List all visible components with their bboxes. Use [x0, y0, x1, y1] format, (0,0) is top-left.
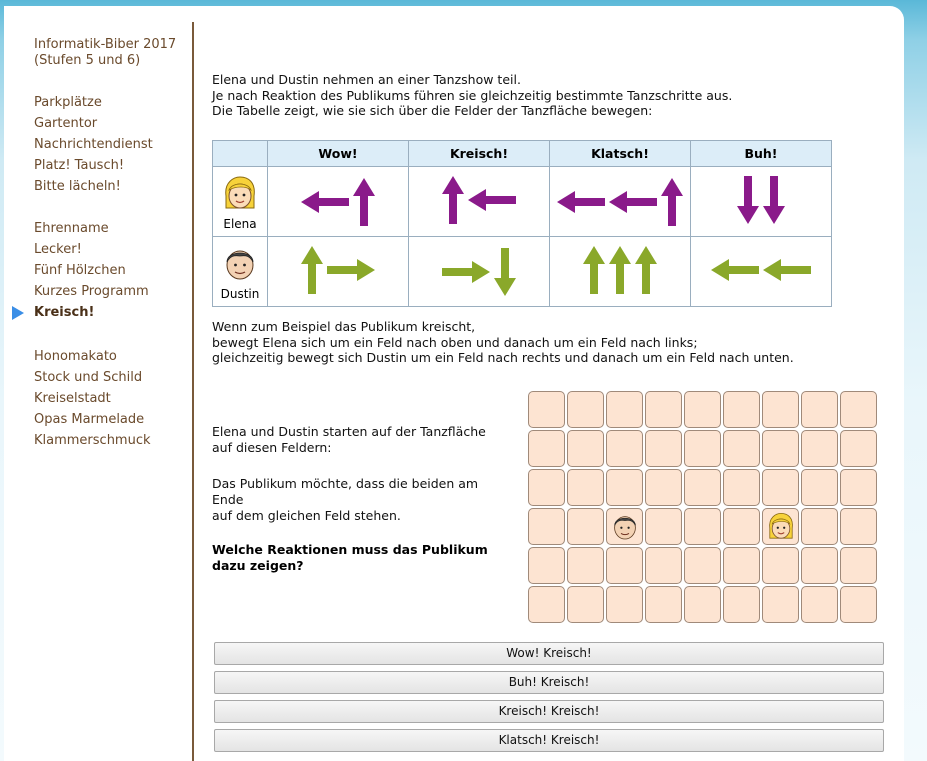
- floor-tile: [606, 547, 643, 584]
- nav-item-fuenf-hoelzchen[interactable]: Fünf Hölzchen: [34, 263, 126, 278]
- dustin-face-icon: [220, 244, 260, 284]
- floor-tile: [645, 547, 682, 584]
- elena-face-icon: [765, 511, 797, 543]
- arrow-up-icon: [583, 246, 605, 294]
- nav-item-kreisch[interactable]: [34, 302, 149, 323]
- nav-item-bitte-laecheln[interactable]: Bitte lächeln!: [34, 179, 121, 194]
- arrow-right-icon: [442, 261, 490, 283]
- intro-line3: Die Tabelle zeigt, wie sie sich über die Felder der Tanzfläche bewegen:: [212, 103, 653, 118]
- arrow-down-icon: [494, 248, 516, 296]
- elena-kreisch-moves: [409, 167, 550, 237]
- floor-tile: [567, 430, 604, 467]
- floor-tile: [840, 469, 877, 506]
- floor-tile: [762, 586, 799, 623]
- answer-option-2[interactable]: Buh! Kreisch!: [214, 671, 884, 694]
- floor-tile: [528, 430, 565, 467]
- nav-item-lecker[interactable]: Lecker!: [34, 242, 82, 257]
- arrow-up-icon: [301, 246, 323, 294]
- floor-tile: [723, 430, 760, 467]
- floor-tile: [567, 508, 604, 545]
- dustin-wow-moves: [268, 237, 409, 307]
- sidebar: [4, 6, 192, 538]
- goal-line1: Das Publikum möchte, dass die beiden am: [212, 476, 479, 491]
- example-line1: Wenn zum Beispiel das Publikum kreischt,: [212, 319, 476, 334]
- floor-tile: [606, 430, 643, 467]
- page-panel: [4, 6, 904, 761]
- floor-tile: [684, 547, 721, 584]
- table-row-dustin: [213, 237, 832, 307]
- floor-tile: [684, 391, 721, 428]
- elena-label: Elena: [223, 217, 257, 231]
- example-text: [212, 319, 794, 366]
- floor-tile: [801, 391, 838, 428]
- floor-tile: [645, 391, 682, 428]
- floor-tile: [528, 508, 565, 545]
- dustin-kreisch-moves: [409, 237, 550, 307]
- floor-tile: [606, 469, 643, 506]
- floor-tile: [723, 469, 760, 506]
- nav-item-honomakato[interactable]: Honomakato: [34, 349, 117, 364]
- question-text: [212, 542, 488, 574]
- floor-tile: [762, 469, 799, 506]
- arrow-down-icon: [737, 176, 759, 224]
- floor-tile: [606, 391, 643, 428]
- dance-moves-table: [212, 140, 832, 307]
- intro-text: [212, 72, 732, 119]
- nav-item-klammerschmuck[interactable]: Klammerschmuck: [34, 433, 151, 448]
- floor-tile: [723, 391, 760, 428]
- arrow-left-icon: [301, 191, 349, 213]
- arrow-up-icon: [353, 178, 375, 226]
- floor-tile: [528, 469, 565, 506]
- nav-item-kurzes-programm[interactable]: Kurzes Programm: [34, 284, 149, 299]
- contest-title-line2: (Stufen 5 und 6): [34, 53, 141, 68]
- floor-tile: [684, 469, 721, 506]
- nav-item-gartentor[interactable]: Gartentor: [34, 116, 98, 131]
- arrow-left-icon: [468, 189, 516, 211]
- nav-item-parkplaetze[interactable]: Parkplätze: [34, 95, 102, 110]
- dustin-label: Dustin: [220, 287, 260, 301]
- arrow-up-icon: [661, 178, 683, 226]
- dustin-cell: [213, 237, 268, 307]
- answer-option-1[interactable]: Wow! Kreisch!: [214, 642, 884, 665]
- floor-tile: [840, 586, 877, 623]
- floor-tile: [567, 586, 604, 623]
- example-line3: gleichzeitig bewegt sich Dustin um ein Feld nach rechts und danach um ein Feld nach unten.: [212, 350, 794, 365]
- header-kreisch: Kreisch!: [409, 141, 550, 167]
- floor-tile: [801, 430, 838, 467]
- dustin-face-icon: [609, 511, 641, 543]
- floor-tile: [840, 508, 877, 545]
- nav-group-1: [34, 92, 153, 197]
- floor-tile: [801, 586, 838, 623]
- floor-tile-dustin: [606, 508, 643, 545]
- floor-tile: [723, 508, 760, 545]
- floor-tile: [645, 430, 682, 467]
- nav-group-2: [34, 218, 149, 323]
- floor-tile: [567, 547, 604, 584]
- arrow-left-icon: [711, 259, 759, 281]
- example-line2: bewegt Elena sich um ein Feld nach oben und danach um ein Feld nach links;: [212, 334, 698, 350]
- arrow-up-icon: [635, 246, 657, 294]
- nav-item-platz-tausch[interactable]: Platz! Tausch!: [34, 158, 125, 173]
- nav-item-ehrenname[interactable]: Ehrenname: [34, 221, 109, 236]
- intro-line2: Je nach Reaktion des Publikums führen sie gleichzeitig bestimmte Tanzschritte aus.: [212, 87, 733, 103]
- arrow-left-icon: [763, 259, 811, 281]
- intro-line1: Elena und Dustin nehmen an einer Tanzshow teil.: [212, 72, 521, 87]
- nav-item-opas-marmelade[interactable]: Opas Marmelade: [34, 412, 145, 427]
- answer-option-4[interactable]: Klatsch! Kreisch!: [214, 729, 884, 752]
- question-line2: dazu zeigen?: [212, 558, 304, 573]
- floor-tile: [801, 469, 838, 506]
- floor-tile: [567, 469, 604, 506]
- contest-title-line1: Informatik-Biber 2017: [34, 37, 177, 52]
- floor-tile: [762, 430, 799, 467]
- floor-tile: [801, 508, 838, 545]
- floor-tile: [645, 469, 682, 506]
- floor-tile: [762, 547, 799, 584]
- goal-line2: Ende: [212, 492, 244, 507]
- header-buh: Buh!: [691, 141, 832, 167]
- floor-tile: [528, 586, 565, 623]
- floor-tile: [723, 547, 760, 584]
- dance-floor-grid: [528, 391, 877, 623]
- goal-text: [212, 476, 478, 524]
- elena-cell: [213, 167, 268, 237]
- arrow-up-icon: [442, 176, 464, 224]
- floor-tile: [528, 391, 565, 428]
- floor-tile: [840, 430, 877, 467]
- elena-face-icon: [220, 174, 260, 214]
- floor-tile: [840, 547, 877, 584]
- floor-tile: [528, 547, 565, 584]
- floor-tile: [723, 586, 760, 623]
- arrow-down-icon: [763, 176, 785, 224]
- elena-avatar: [220, 203, 260, 217]
- goal-line3: auf dem gleichen Feld stehen.: [212, 508, 401, 523]
- elena-wow-moves: [268, 167, 409, 237]
- arrow-left-icon: [557, 191, 605, 213]
- nav-item-kreisch-label: Kreisch!: [34, 305, 95, 320]
- floor-tile: [645, 586, 682, 623]
- floor-tile: [801, 547, 838, 584]
- dustin-avatar: [220, 273, 260, 287]
- floor-tile: [684, 586, 721, 623]
- start-text: [212, 424, 486, 456]
- arrow-up-icon: [609, 246, 631, 294]
- floor-tile: [684, 430, 721, 467]
- dustin-buh-moves: [691, 237, 832, 307]
- elena-buh-moves: [691, 167, 832, 237]
- table-corner: [213, 141, 268, 167]
- header-klatsch: Klatsch!: [550, 141, 691, 167]
- active-item-arrow-icon: [12, 306, 24, 320]
- nav-item-nachrichtendienst[interactable]: Nachrichtendienst: [34, 137, 153, 152]
- nav-item-kreiselstadt[interactable]: Kreiselstadt: [34, 391, 111, 406]
- start-line2: auf diesen Feldern:: [212, 440, 332, 455]
- elena-klatsch-moves: [550, 167, 691, 237]
- answer-option-3[interactable]: Kreisch! Kreisch!: [214, 700, 884, 723]
- contest-title: [34, 37, 176, 69]
- table-row-elena: [213, 167, 832, 237]
- floor-tile: [567, 391, 604, 428]
- arrow-left-icon: [609, 191, 657, 213]
- start-line1: Elena und Dustin starten auf der Tanzfläche: [212, 424, 486, 439]
- floor-tile: [684, 508, 721, 545]
- dustin-klatsch-moves: [550, 237, 691, 307]
- sidebar-divider: [192, 22, 194, 761]
- nav-item-stock-und-schild[interactable]: Stock und Schild: [34, 370, 143, 385]
- question-line1: Welche Reaktionen muss das Publikum: [212, 542, 488, 557]
- floor-tile-elena: [762, 508, 799, 545]
- floor-tile: [645, 508, 682, 545]
- floor-tile: [606, 586, 643, 623]
- nav-group-3: [34, 346, 151, 451]
- floor-tile: [840, 391, 877, 428]
- floor-tile: [762, 391, 799, 428]
- header-wow: Wow!: [268, 141, 409, 167]
- arrow-right-icon: [327, 259, 375, 281]
